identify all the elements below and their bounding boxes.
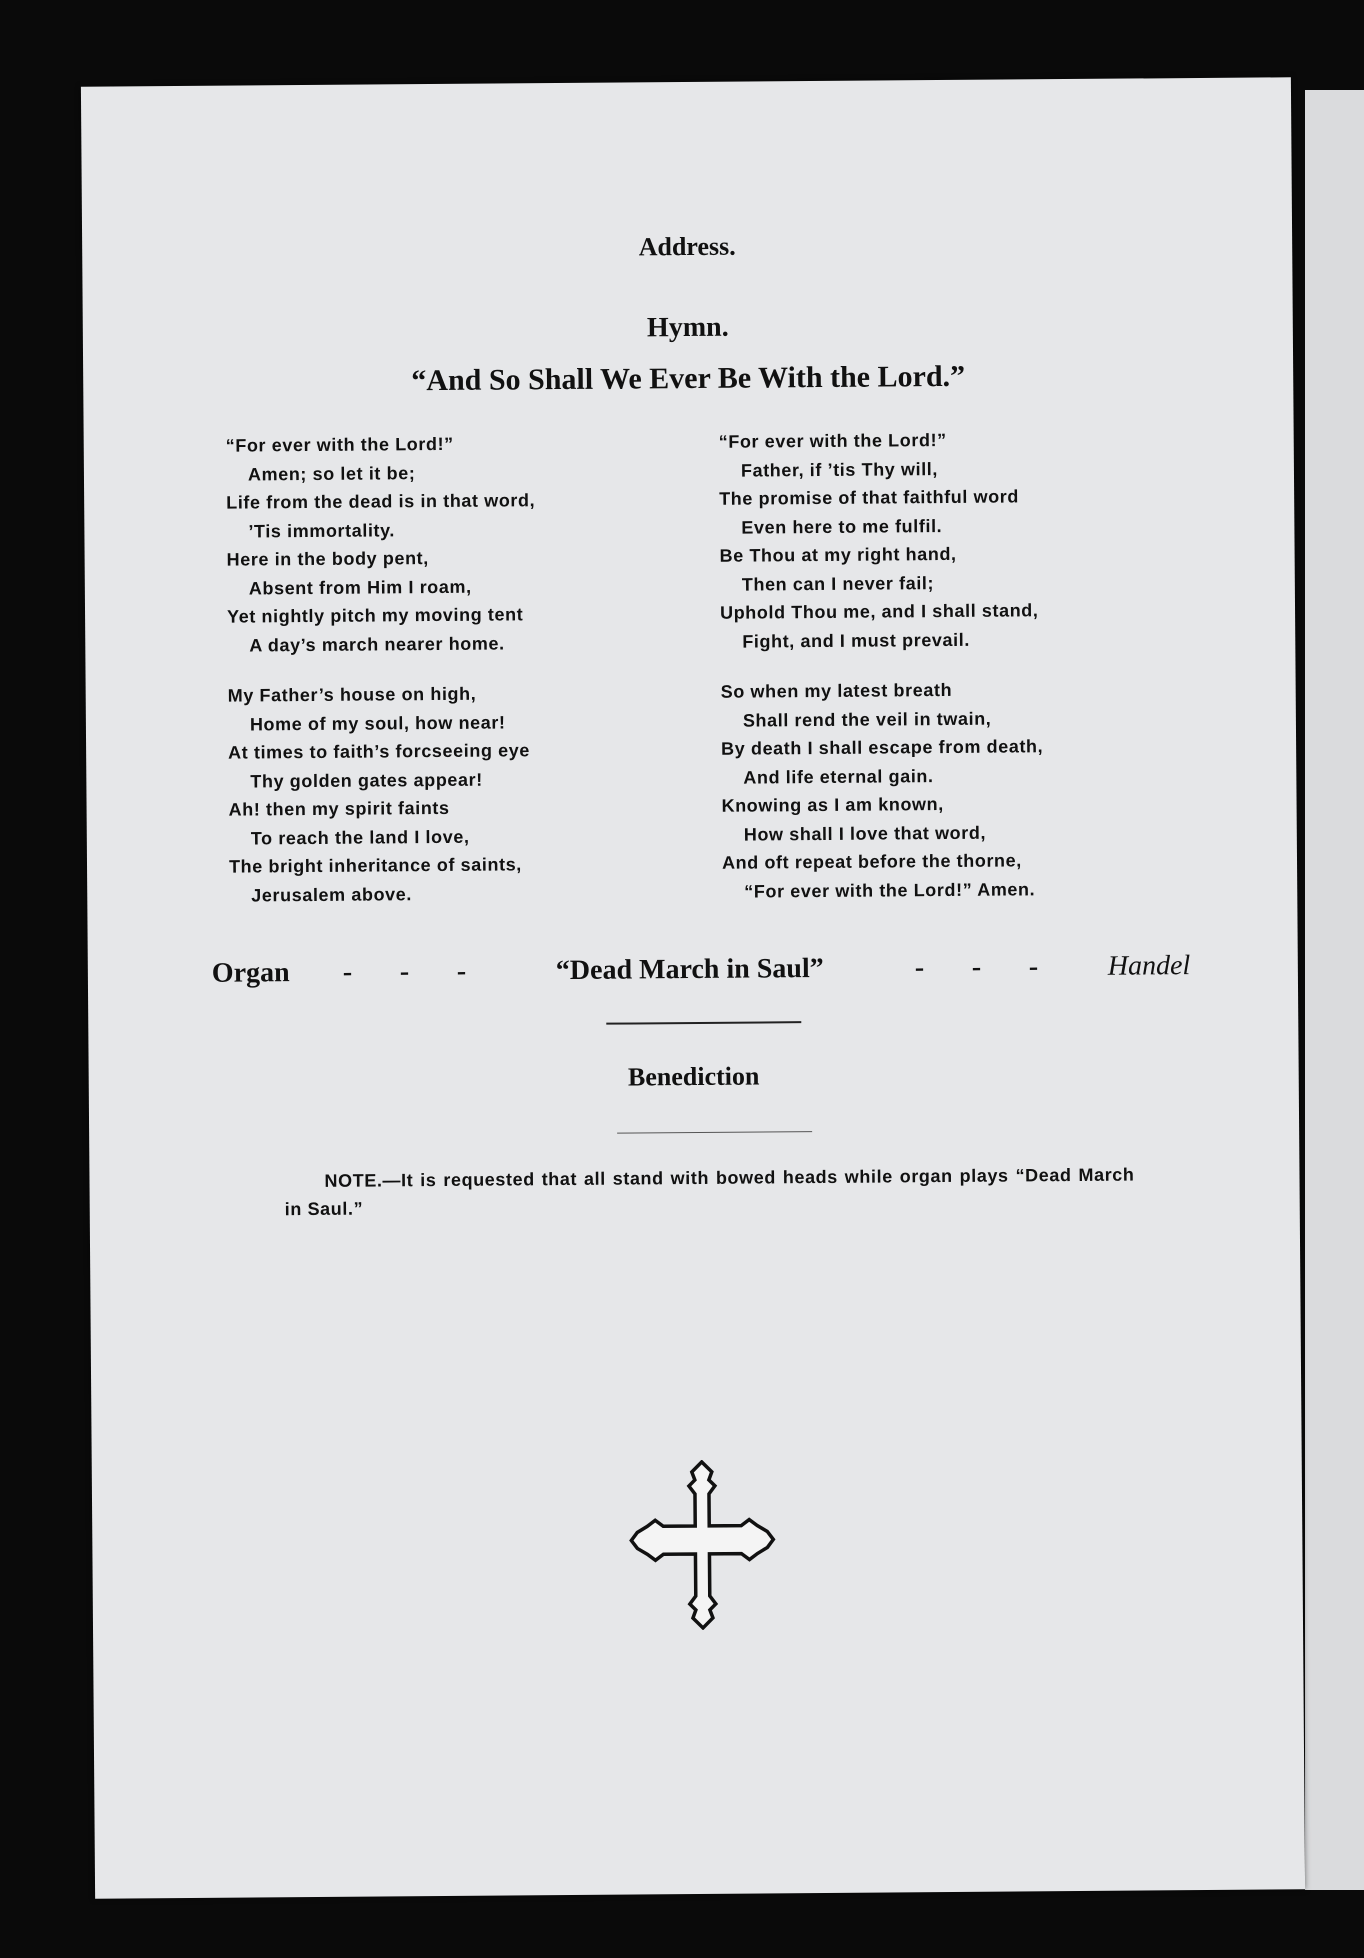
verse-line: Ah! then my spirit faints bbox=[228, 797, 450, 820]
verse-line: And life eternal gain. bbox=[743, 765, 934, 788]
verse-line: Then can I never fail; bbox=[741, 572, 935, 595]
verse-line: Here in the body pent, bbox=[226, 548, 429, 570]
hymn-heading: Hymn. bbox=[646, 311, 729, 344]
dash: - bbox=[399, 956, 410, 988]
verse-left-2 bbox=[228, 679, 532, 909]
verse-line: By death I shall escape from death, bbox=[721, 736, 1044, 759]
verse-line: At times to faith’s forcseeing eye bbox=[228, 740, 531, 763]
note-paragraph: NOTE.—It is requested that all stand with bowed heads while organ plays “Dead March in Saul.” bbox=[284, 1164, 1135, 1220]
program-page bbox=[81, 77, 1305, 1898]
verse-line: A day’s march nearer home. bbox=[249, 632, 505, 655]
verse-line: So when my latest breath bbox=[720, 679, 953, 702]
verse-line: ’Tis immortality. bbox=[248, 519, 396, 541]
verse-line: My Father’s house on high, bbox=[227, 683, 477, 706]
verse-line: The bright inheritance of saints, bbox=[228, 854, 522, 877]
dash: - bbox=[971, 951, 982, 983]
verse-left-1 bbox=[226, 429, 537, 659]
verse-line: “For ever with the Lord!” bbox=[718, 429, 947, 452]
dash: - bbox=[914, 952, 925, 984]
dash: - bbox=[456, 955, 467, 987]
verse-line: Even here to me fulfil. bbox=[741, 515, 943, 538]
verse-line: Fight, and I must prevail. bbox=[742, 629, 970, 652]
verse-line: Jerusalem above. bbox=[251, 883, 413, 905]
organ-dashes-left bbox=[343, 955, 514, 988]
hymn-title: “And So Shall We Ever Be With the Lord.” bbox=[411, 359, 966, 398]
verse-line: “For ever with the Lord!” Amen. bbox=[744, 878, 1036, 902]
organ-dashes-right bbox=[915, 951, 1086, 984]
verse-line: And oft repeat before the thorne, bbox=[721, 850, 1022, 873]
fleury-cross-icon bbox=[617, 1459, 788, 1630]
verse-line: Yet nightly pitch my moving tent bbox=[226, 604, 524, 627]
verse-line: Absent from Him I roam, bbox=[248, 576, 472, 598]
verse-line: Knowing as I am known, bbox=[721, 794, 944, 816]
verse-line: Home of my soul, how near! bbox=[249, 711, 506, 734]
verse-right-2 bbox=[721, 675, 1045, 906]
address-heading: Address. bbox=[638, 231, 736, 262]
organ-piece-title: “Dead March in Saul” bbox=[555, 952, 824, 987]
organ-composer: Handel bbox=[1107, 950, 1191, 982]
divider-rule bbox=[606, 1021, 801, 1025]
adjacent-page-edge bbox=[1305, 90, 1364, 1890]
verse-line: Life from the dead is in that word, bbox=[226, 490, 536, 513]
dash: - bbox=[342, 956, 353, 988]
organ-label: Organ bbox=[211, 957, 290, 989]
verse-line: Shall rend the veil in twain, bbox=[742, 708, 992, 731]
verse-line: Amen; so let it be; bbox=[247, 462, 416, 484]
divider-rule bbox=[617, 1131, 812, 1134]
dash: - bbox=[1028, 951, 1039, 983]
verse-line: “For ever with the Lord!” bbox=[225, 433, 454, 456]
verse-line: The promise of that faithful word bbox=[719, 486, 1020, 509]
benediction-heading: Benediction bbox=[627, 1061, 760, 1092]
verse-line: Father, if ’tis Thy will, bbox=[740, 458, 939, 481]
verse-line: Be Thou at my right hand, bbox=[719, 543, 957, 566]
verse-right-1 bbox=[719, 425, 1039, 655]
verse-line: To reach the land I love, bbox=[250, 826, 470, 848]
verse-line: Thy golden gates appear! bbox=[250, 769, 483, 791]
verse-line: How shall I love that word, bbox=[743, 822, 987, 845]
verse-line: Uphold Thou me, and I shall stand, bbox=[719, 600, 1039, 623]
